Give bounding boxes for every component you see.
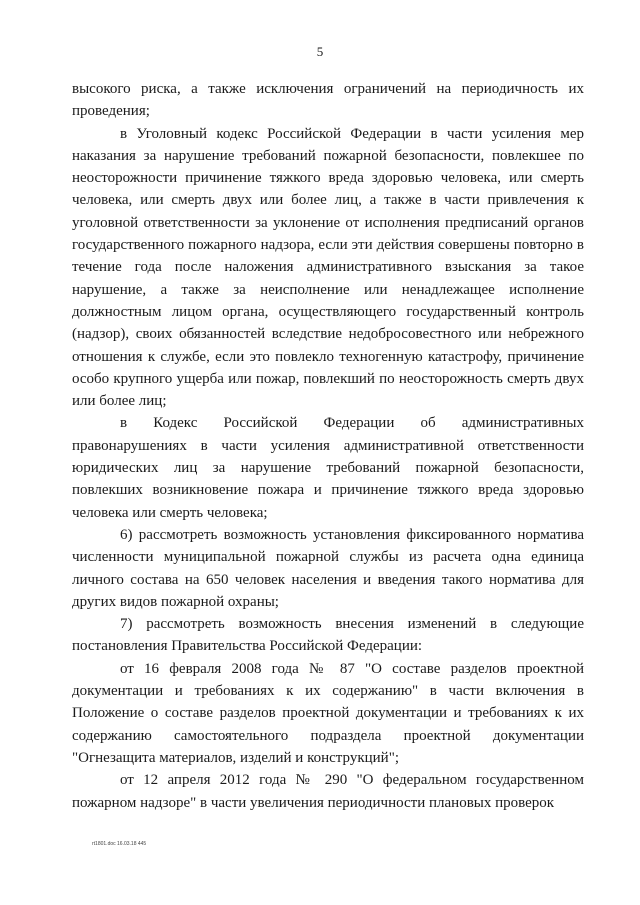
page-number: 5 — [316, 44, 324, 59]
paragraph-continuation: высокого риска, а также исключения ограничений на периодичность их проведения; — [72, 81, 584, 120]
paragraph-item-7: 7) рассмотреть возможность внесения изменений в следующие постановления Правительства Российской Федерации: — [72, 616, 584, 655]
document-body — [72, 78, 584, 814]
paragraph-decree-87: от 16 февраля 2008 года № 87 "О составе разделов проектной документации и требованиях к их содержанию" в части включения в Положение о составе разделов проектной документации и требованиях к их содержанию самостоятельного подраздела проектной документации "Огнезащита материалов, изделий и конструкций"; — [72, 660, 584, 766]
paragraph-decree-290: от 12 апреля 2012 года № 290 "О федеральном государственном пожарном надзоре" в части увеличения периодичности плановых проверок — [72, 772, 584, 811]
paragraph-criminal-code: в Уголовный кодекс Российской Федерации в части усиления мер наказания за нарушение требований пожарной безопасности, повлекшее по неосторожности причинение тяжкого вреда здоровью человека, или смерть человека, или смерть двух или более лиц, а также в части привлечения к уголовной ответственности за уклонение от исполнения предписаний органов государственного пожарного надзора, если эти действия совершены повторно в течение года после наложения административного взыскания за такое нарушение, а также за неисполнение или ненадлежащее исполнение должностным лицом органа, осуществляющего государственный контроль (надзор), своих обязанностей вследствие недобросовестного или небрежного отношения к службе, если это повлекло техногенную катастрофу, причинение особо крупного ущерба или пожар, повлекший по неосторожность смерть двух или более лиц; — [72, 125, 584, 410]
footer-file-reference: rt1801.doc 16.03.18 445 — [92, 841, 147, 847]
paragraph-administrative-code: в Кодекс Российской Федерации об административных правонарушениях в части усиления административной ответственности юридических лиц за нарушение требований пожарной безопасности, повлекших возникновение пожара и причинение тяжкого вреда здоровью человека или смерть человека; — [72, 415, 584, 521]
paragraph-item-6: 6) рассмотреть возможность установления фиксированного норматива численности муниципальной пожарной службы из расчета одна единица личного состава на 650 человек населения и введения такого норматива для других видов пожарной охраны; — [72, 526, 584, 610]
